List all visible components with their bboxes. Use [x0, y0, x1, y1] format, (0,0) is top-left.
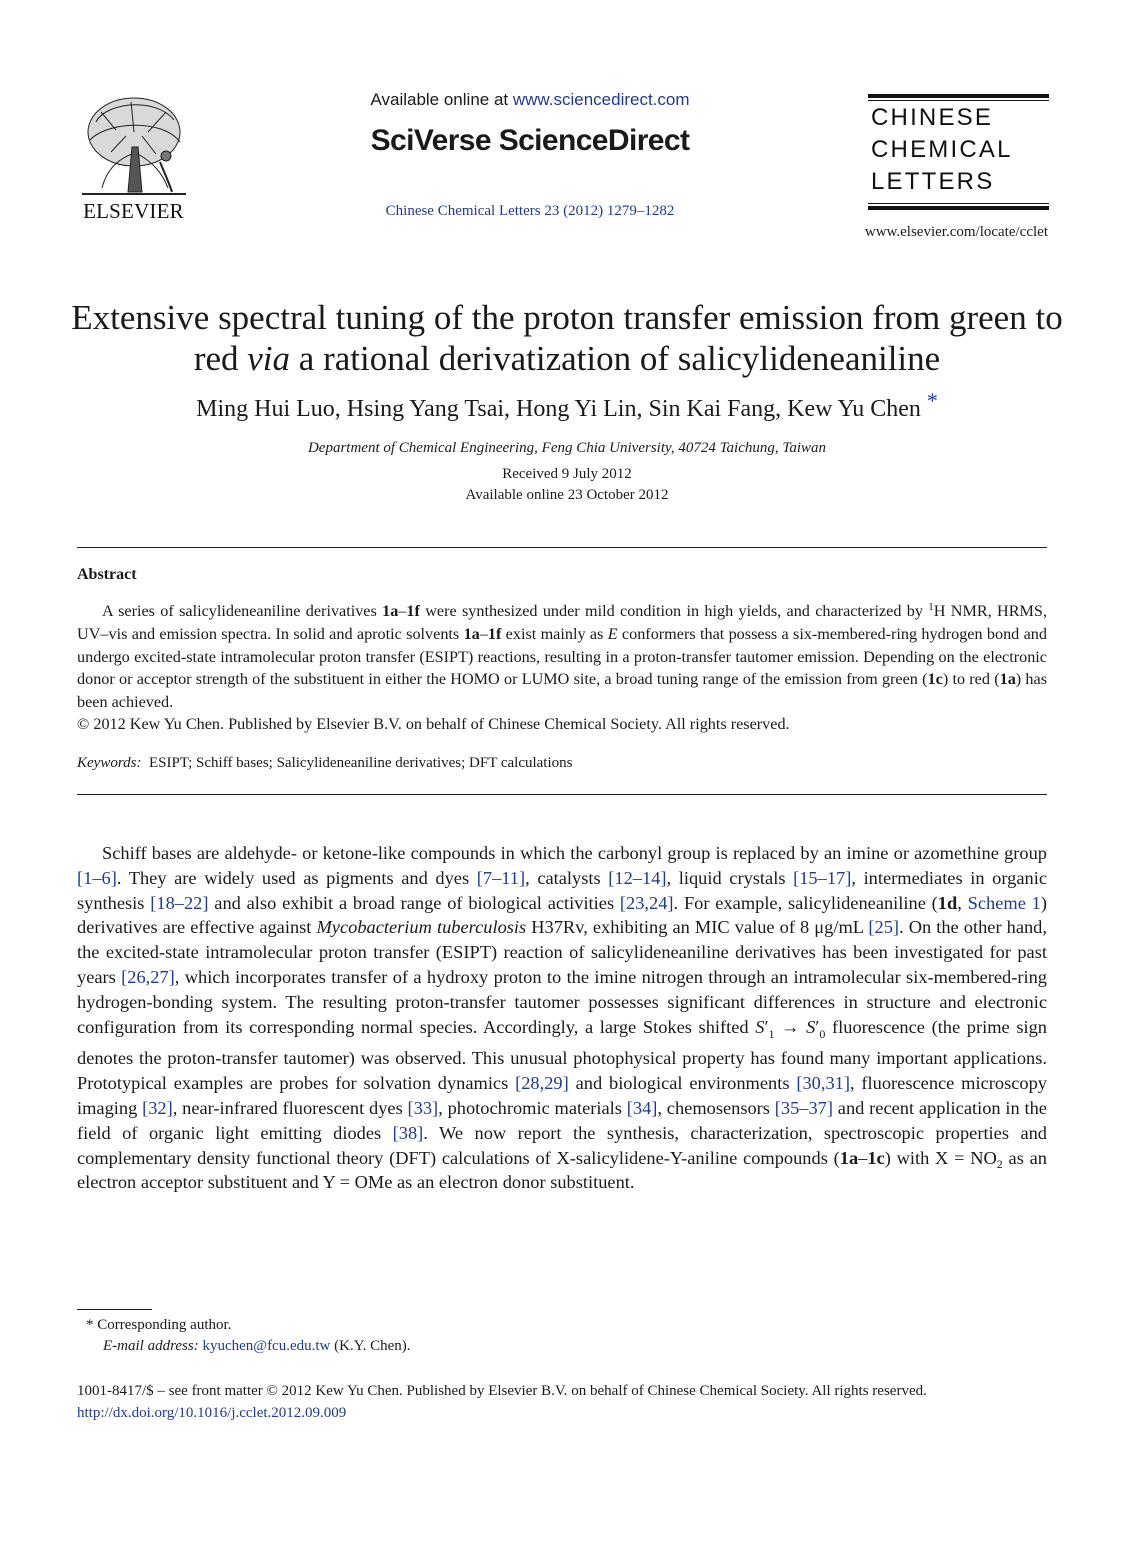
keywords-line [77, 755, 1047, 772]
ref-link[interactable]: [26,27] [121, 966, 175, 987]
article-title [60, 297, 1074, 379]
masthead-rule-bottom-thin [868, 203, 1049, 204]
ref-link[interactable]: [18–22] [150, 892, 209, 913]
title-part-2: a rational derivatization of salicylideneaniline [290, 339, 941, 378]
ref-link[interactable]: [38] [392, 1122, 424, 1143]
journal-citation[interactable]: Chinese Chemical Letters 23 (2012) 1279–1282 [385, 203, 675, 219]
available-online-date: Available online 23 October 2012 [465, 487, 669, 503]
ref-link[interactable]: [1–6] [77, 867, 117, 888]
doi-link[interactable]: http://dx.doi.org/10.1016/j.cclet.2012.09.009 [77, 1405, 347, 1421]
sciencedirect-link[interactable]: www.sciencedirect.com [512, 90, 690, 109]
ref-link[interactable]: [30,31] [796, 1073, 850, 1094]
abstract-rule-top [77, 547, 1047, 548]
sciverse-brand: SciVerse ScienceDirect [370, 124, 690, 157]
journal-word-chemical: CHEMICAL [871, 136, 1013, 163]
available-prefix: Available online at [370, 90, 513, 109]
ref-link[interactable]: [28,29] [515, 1073, 569, 1094]
masthead-rule-bottom [868, 206, 1049, 210]
ref-link[interactable]: [25] [868, 917, 900, 938]
email-link[interactable]: kyuchen@fcu.edu.tw [202, 1338, 331, 1354]
scheme-link[interactable]: Scheme 1 [967, 892, 1041, 913]
title-italic: via [247, 339, 291, 378]
ref-link[interactable]: [34] [626, 1097, 658, 1118]
email-suffix: (K.Y. Chen). [330, 1338, 411, 1354]
received-date: Received 9 July 2012 [502, 466, 632, 482]
abstract-rule-bottom [77, 794, 1047, 795]
corresponding-author-mark[interactable]: * [926, 388, 938, 413]
body-paragraph: Schiff bases are aldehyde- or ketone-like compounds in which the carbonyl group is replaced by an imine or azomethine group [1–6]. They are widely used as pigments and dyes [7–11], catalysts [12–14], liquid crystals [15–17], intermediates in organic synthesis [18–22] and also exhibit a broad range of biological activities [23,24]. For example, salicylideneaniline (1d, Scheme 1) derivatives are effective against Mycobacterium tuberculosis H37Rv, exhibiting an MIC value of 8 μg/mL [25]. On the other hand, the excited-state intramolecular proton transfer (ESIPT) reaction of salicylideneaniline derivatives has been investigated for past years [26,27], which incorporates transfer of a hydroxy proton to the imine nitrogen through an intramolecular six-membered-ring hydrogen-bonding system. The resulting proton-transfer tautomer possesses significant differences in structure and electronic configuration from its corresponding normal species. Accordingly, a large Stokes shifted $S'_1 \to S'_0$ fluorescence (the prime sign denotes the proton-transfer tautomer) was observed. This unusual photophysical property has found many important applications. Prototypical examples are probes for solvation dynamics [28,29] and biological environments [30,31], fluorescence microscopy imaging [32], near-infrared fluorescent dyes [33], photochromic materials [34], chemosensors [35–37] and recent application in the field of organic light emitting diodes [38]. We now report the synthesis, characterization, spectroscopic properties and complementary density functional theory (DFT) calculations of X-salicylidene-Y-aniline compounds (1a–1c) with $X = NO_2$ as an electron acceptor substituent and Y = OMe as an electron donor substituent. [77, 843, 1047, 1193]
footnote-rule [77, 1309, 152, 1310]
abstract-heading: Abstract [77, 566, 137, 583]
author-list [60, 388, 1074, 423]
journal-word-letters: LETTERS [871, 168, 995, 195]
ref-link[interactable]: [33] [407, 1097, 439, 1118]
ref-link[interactable]: [23,24] [619, 892, 674, 913]
affiliation: Department of Chemical Engineering, Feng Chia University, 40724 Taichung, Taiwan [307, 440, 827, 456]
issn-line: 1001-8417/$ – see front matter © 2012 Kew Yu Chen. Published by Elsevier B.V. on behalf of Chinese Chemical Society. All rights reserved. [77, 1383, 927, 1399]
abstract-body: A series of salicylideneaniline derivatives 1a–1f were synthesized under mild condition in high yields, and characterized by $^1$H NMR, HRMS, UV–vis and emission spectra. In solid and aprotic solvents 1a–1f exist mainly as E conformers that possess a six-membered-ring hydrogen bond and undergo excited-state intramolecular proton transfer (ESIPT) reactions, resulting in a proton-transfer tautomer emission. Depending on the electronic donor or acceptor strength of the substituent in either the HOMO or LUMO site, a broad tuning range of the emission from green (1c) to red (1a) has been achieved. [77, 601, 1048, 712]
keywords-label: Keywords: [77, 755, 142, 771]
masthead-rule-top [868, 94, 1049, 98]
elsevier-wordmark: ELSEVIER [83, 199, 184, 223]
email-note [103, 1338, 411, 1355]
authors-names: Ming Hui Luo, Hsing Yang Tsai, Hong Yi Lin, Sin Kai Fang, Kew Yu Chen [196, 396, 921, 422]
abstract-copyright: © 2012 Kew Yu Chen. Published by Elsevier B.V. on behalf of Chinese Chemical Society. All rights reserved. [77, 715, 790, 733]
email-label: E-mail address: [103, 1338, 199, 1354]
ref-link[interactable]: [32] [142, 1097, 173, 1118]
ref-link[interactable]: [15–17] [793, 867, 852, 888]
ref-link[interactable]: [7–11] [476, 867, 526, 888]
journal-url[interactable]: www.elsevier.com/locate/cclet [864, 224, 1048, 240]
ref-link[interactable]: [12–14] [608, 867, 667, 888]
available-online-line [300, 90, 760, 110]
keywords-list: ESIPT; Schiff bases; Salicylideneaniline derivatives; DFT calculations [148, 755, 573, 771]
title-part-1: Extensive spectral tuning of the proton transfer emission from green to red [71, 298, 1063, 378]
ref-link[interactable]: [35–37] [774, 1097, 833, 1118]
journal-word-chinese: CHINESE [871, 104, 994, 131]
corresponding-author-note: * Corresponding author. [86, 1317, 232, 1333]
journal-masthead [868, 94, 1049, 210]
